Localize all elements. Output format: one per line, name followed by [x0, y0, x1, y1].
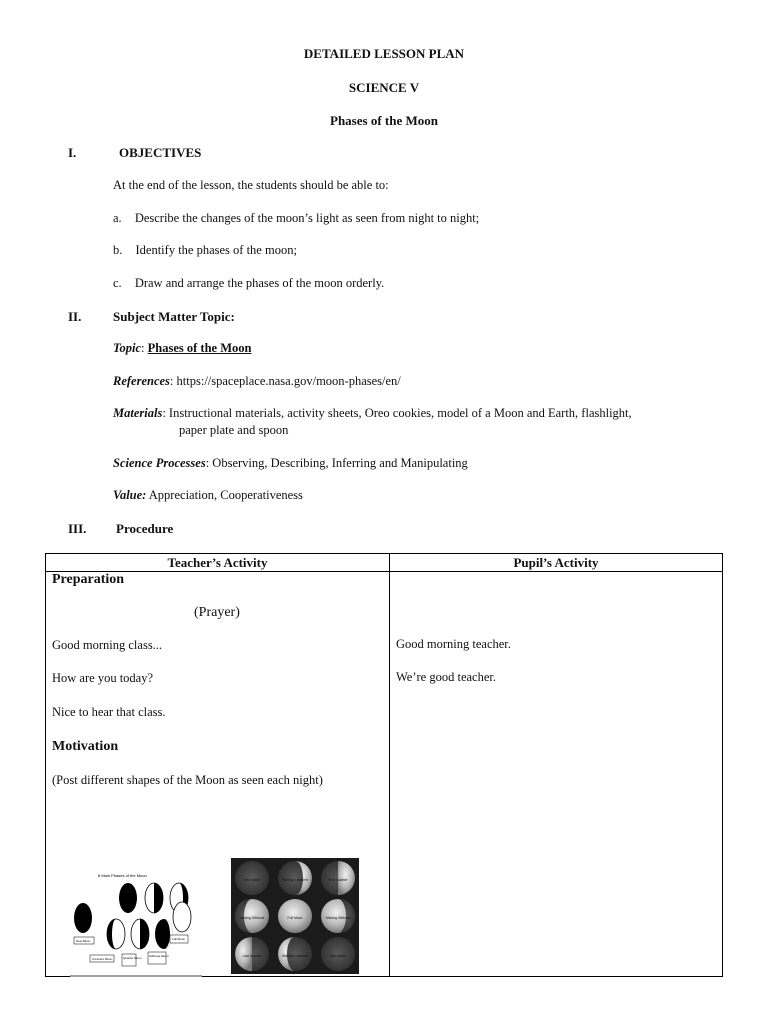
photo-label: Waxing Gibbous	[239, 916, 265, 920]
objective-item-b	[113, 243, 297, 258]
references-label: References	[113, 374, 170, 388]
lesson-topic-title: Phases of the Moon	[330, 113, 438, 128]
photo-label: Waning Crescent	[282, 954, 308, 958]
references-value: https://spaceplace.nasa.gov/moon-phases/en/	[176, 374, 401, 388]
table-header-row	[46, 554, 723, 572]
materials-value-line2: paper plate and spoon	[179, 423, 289, 437]
objective-text: Describe the changes of the moon’s light as seen from night to night;	[134, 211, 480, 225]
pupil-greeting: Good morning teacher.	[396, 637, 511, 651]
phase-chart-title: 8 Main Phases of the Moon	[98, 873, 147, 878]
subject-matter-heading: Subject Matter Topic:	[113, 309, 235, 324]
photo-label: Last Quarter	[242, 954, 262, 958]
procedure-table	[45, 553, 723, 977]
photo-label: New Moon	[329, 954, 347, 958]
photo-label: Waxing Crescent	[282, 878, 308, 882]
phase-label-quarter: Quarter Moon	[123, 956, 142, 960]
document-title: DETAILED LESSON PLAN	[303, 46, 465, 61]
value-label: Value:	[113, 488, 147, 502]
moon-phases-chart	[70, 869, 202, 977]
objective-text: Identify the phases of the moon;	[135, 243, 297, 257]
objective-marker: a.	[113, 211, 122, 225]
pupil-activity-header: Pupil’s Activity	[390, 554, 723, 572]
processes-label: Science Processes	[113, 456, 206, 470]
processes-line: Science Processes: Observing, Describing, Inferring and Manipulating	[113, 456, 468, 470]
teacher-activity-header: Teacher’s Activity	[46, 554, 390, 572]
topic-value: Phases of the Moon	[147, 341, 252, 355]
objectives-heading: OBJECTIVES	[119, 145, 202, 160]
pupil-response: We’re good teacher.	[396, 670, 496, 684]
photo-label: First Quarter	[328, 878, 348, 882]
objectives-numeral: I.	[68, 145, 77, 160]
materials-value-line1: Instructional materials, activity sheets, Oreo cookies, model of a Moon and Earth, flashlight,	[168, 406, 632, 420]
objective-item-a	[113, 211, 479, 226]
phase-label-crescent: Crescent Moon	[92, 957, 113, 961]
teacher-question: How are you today?	[52, 671, 154, 685]
objective-text: Draw and arrange the phases of the moon orderly.	[134, 276, 385, 290]
subject-matter-numeral: II.	[68, 309, 82, 324]
materials-line: Materials: Instructional materials, activity sheets, Oreo cookies, model of a Moon and Earth, flashlight,	[113, 406, 632, 420]
topic-line: Topic: Phases of the Moon	[113, 341, 252, 355]
procedure-numeral: III.	[68, 521, 87, 536]
value-value: Appreciation, Cooperativeness	[148, 488, 303, 502]
prayer-text: (Prayer)	[194, 605, 240, 620]
teacher-response: Nice to hear that class.	[52, 705, 166, 719]
objective-marker: b.	[113, 243, 123, 257]
value-line	[113, 488, 303, 503]
procedure-heading: Procedure	[116, 521, 174, 536]
objectives-intro: At the end of the lesson, the students should be able to:	[113, 178, 389, 192]
photo-label: Full Moon	[287, 916, 303, 920]
pupil-activity-cell	[390, 572, 723, 977]
moon-photo-grid	[231, 858, 359, 974]
phase-label-full: Full Moon	[172, 937, 186, 941]
objective-item-c	[113, 276, 384, 291]
references-line: References: https://spaceplace.nasa.gov/moon-phases/en/	[113, 374, 401, 388]
objective-marker: c.	[113, 276, 122, 290]
table-row	[46, 572, 723, 977]
full-moon-icon	[173, 902, 191, 932]
processes-value: Observing, Describing, Inferring and Manipulating	[212, 456, 468, 470]
photo-label: Waning Gibbous	[325, 916, 351, 920]
motivation-heading: Motivation	[52, 739, 119, 754]
phase-label-gibbous: Gibbous Moon	[149, 954, 169, 958]
new-moon-icon	[74, 903, 92, 933]
motivation-instruction: (Post different shapes of the Moon as seen each night)	[52, 773, 323, 787]
materials-label: Materials	[113, 406, 163, 420]
teacher-activity-cell	[46, 572, 390, 977]
preparation-heading: Preparation	[52, 572, 125, 587]
photo-label: New Moon	[243, 878, 261, 882]
topic-label: Topic	[113, 341, 142, 355]
teacher-greeting: Good morning class...	[52, 638, 163, 652]
phase-label-new: New Moon	[76, 939, 91, 943]
subject-title: SCIENCE V	[348, 80, 420, 95]
waxing-gibbous-icon	[119, 883, 137, 913]
